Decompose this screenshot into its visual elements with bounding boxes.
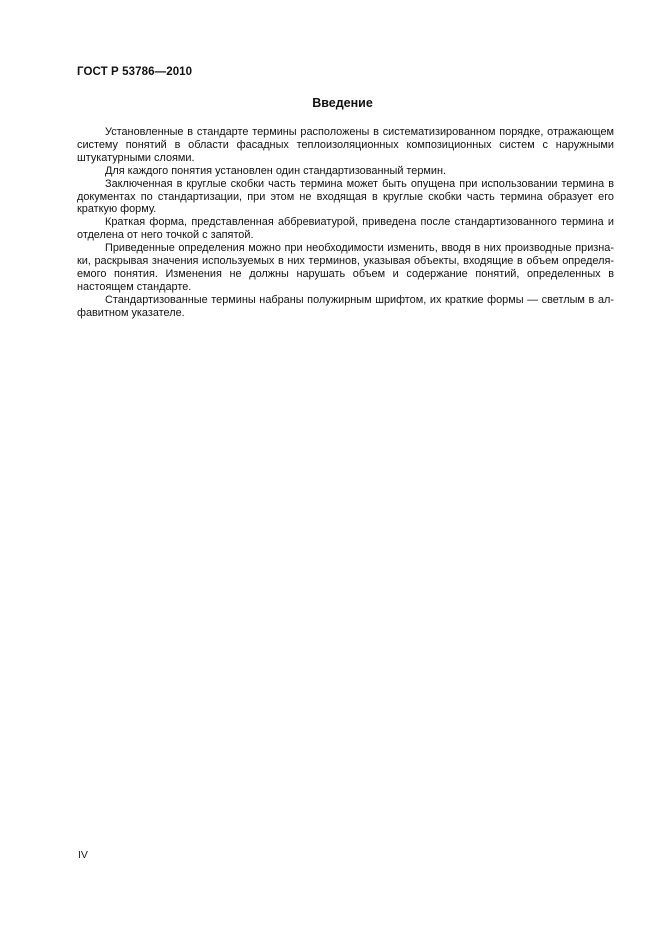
document-code-header: ГОСТ Р 53786—2010 [77,66,193,78]
paragraph: Приведенные определения можно при необходимости изменить, вводя в них производные признаки, раскрывая значения используемых в них терминов, указывая объекты, входящие в объем определяемого понятия. Изменения не должны нарушать объем и содержание понятий, определенных в настоящем стандарте. [77,242,614,293]
paragraph: Установленные в стандарте термины расположены в систематизированном порядке, отражающем систему понятий в области фасадных теплоизоляционных композиционных систем с наружными штукатурными слоями. [77,126,614,164]
paragraph: Краткая форма, представленная аббревиатурой, приведена после стандартизованного термина и отделена от него точкой с запятой. [77,216,614,242]
section-title: Введение [312,96,373,110]
introduction-body [77,126,614,320]
paragraph: Для каждого понятия установлен один стандартизованный термин. [105,164,447,177]
paragraph: Стандартизованные термины набраны полужирным шрифтом, их краткие формы — светлым в алфавитном указателе. [77,293,614,319]
page-number: IV [78,849,88,861]
paragraph: Заключенная в круглые скобки часть термина может быть опущена при использовании термина в документах по стандартизации, при этом не входящая в круглые скобки часть термина образует его краткую форму. [77,177,614,216]
